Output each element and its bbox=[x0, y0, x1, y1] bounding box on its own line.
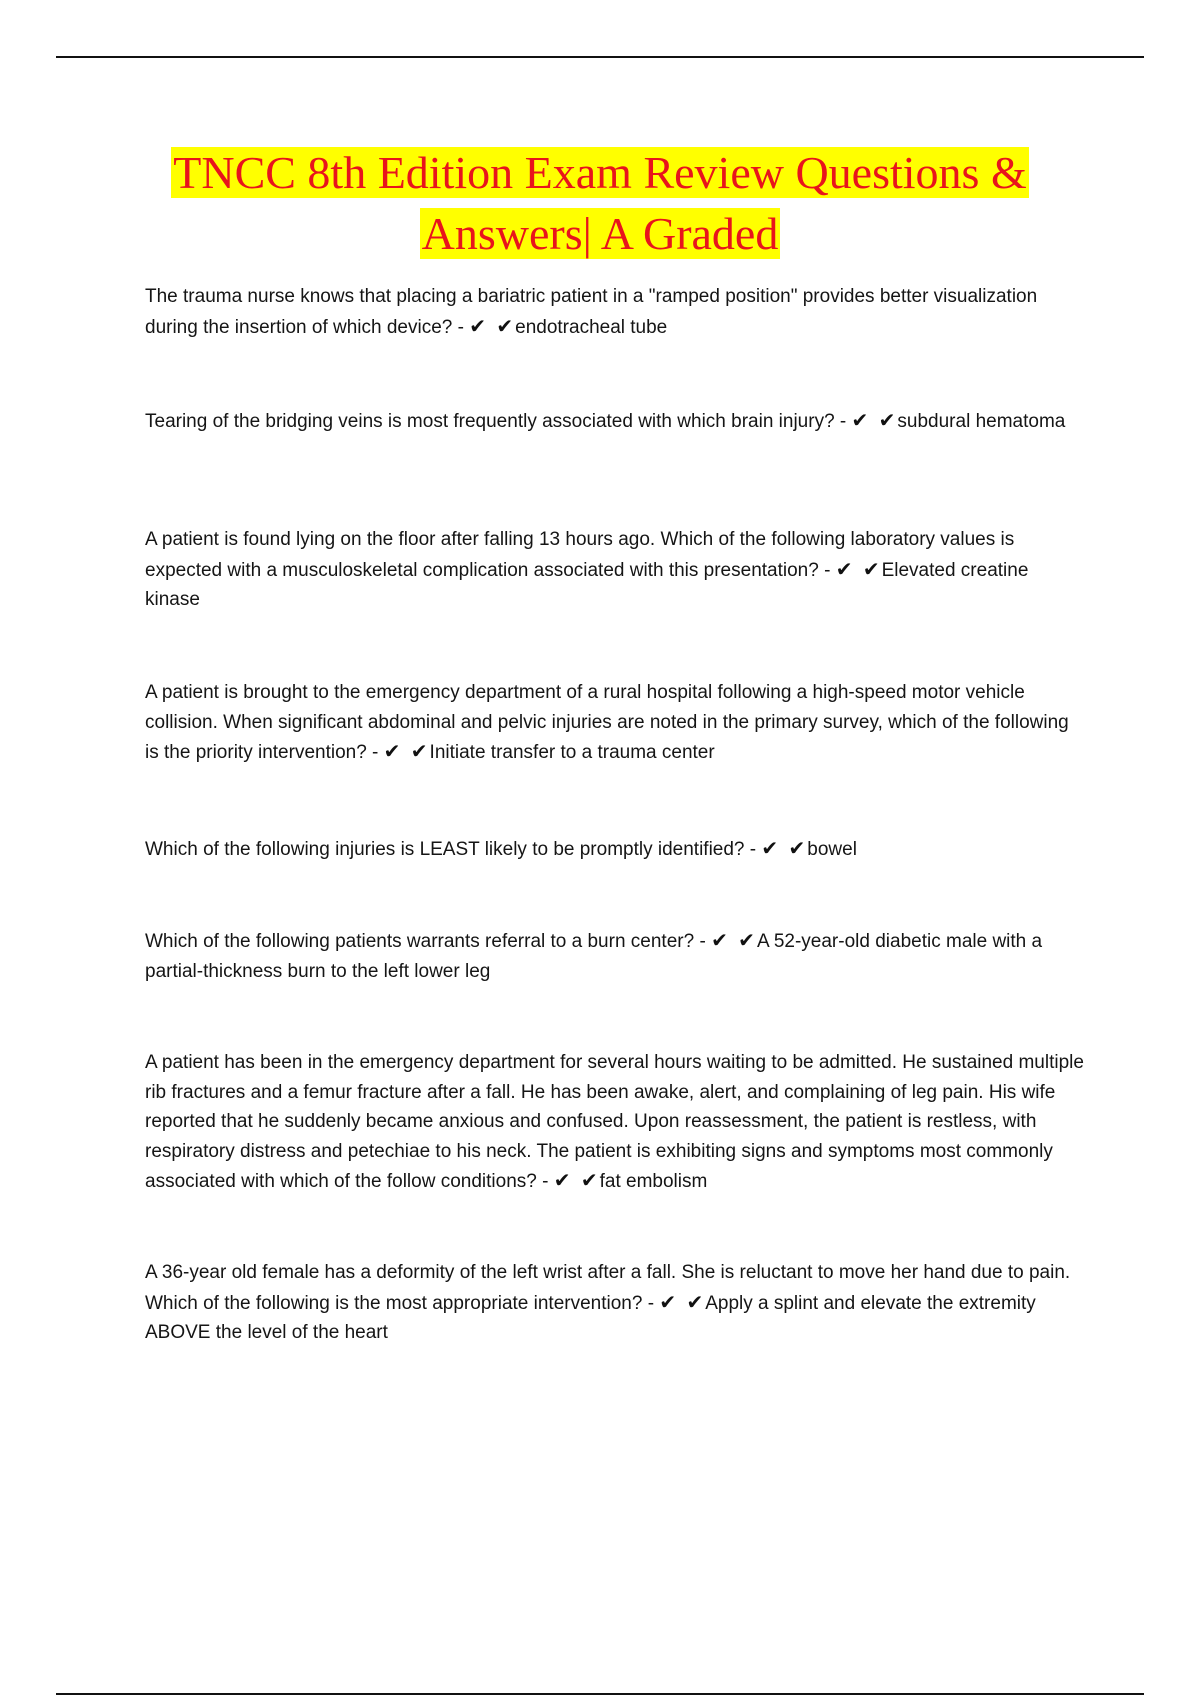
top-rule bbox=[56, 56, 1144, 58]
document-title bbox=[100, 142, 1100, 264]
separator: - bbox=[694, 931, 712, 952]
qa-item bbox=[145, 525, 1085, 615]
answer-text: fat embolism bbox=[599, 1171, 708, 1192]
double-check-icon: ✔ ✔ bbox=[851, 408, 898, 432]
answer-text: Apply a splint and elevate the extremity ABOVE the level of the heart bbox=[145, 1292, 1036, 1343]
question-text: Tearing of the bridging veins is most frequently associated with which brain injury? bbox=[145, 411, 835, 432]
double-check-icon: ✔ ✔ bbox=[835, 556, 882, 581]
double-check-icon: ✔ ✔ bbox=[659, 1289, 706, 1314]
double-check-icon: ✔ ✔ bbox=[383, 739, 430, 763]
qa-item bbox=[145, 282, 1085, 342]
bottom-rule bbox=[56, 1693, 1144, 1695]
double-check-icon: ✔ ✔ bbox=[711, 928, 757, 952]
separator: - bbox=[744, 839, 762, 860]
qa-item bbox=[145, 926, 1085, 986]
separator: - bbox=[536, 1171, 554, 1192]
answer-text: endotracheal tube bbox=[515, 316, 668, 338]
qa-item bbox=[145, 834, 1085, 865]
separator: - bbox=[642, 1292, 660, 1314]
question-text: A patient is brought to the emergency department of a rural hospital following a high-speed motor vehicle collision. When significant abdominal and pelvic injuries are noted in the primary survey, which of the following is the priority intervention? bbox=[145, 682, 1069, 763]
answer-text: bowel bbox=[807, 839, 857, 860]
answer-text: A 52-year-old diabetic male with a partial-thickness burn to the left lower leg bbox=[145, 931, 1043, 982]
qa-item bbox=[145, 1258, 1085, 1348]
answer-text: Elevated creatine kinase bbox=[145, 559, 1029, 610]
answer-text: Initiate transfer to a trauma center bbox=[429, 742, 715, 763]
double-check-icon: ✔ ✔ bbox=[761, 836, 808, 860]
question-text: A patient is found lying on the floor after falling 13 hours ago. Which of the following laboratory values is expected with a musculoskeletal complication associated with this presentation? bbox=[145, 529, 1015, 581]
question-text: A 36-year old female has a deformity of the left wrist after a fall. She is reluctant to move her hand due to pain. Which of the following is the most appropriate intervention? bbox=[145, 1262, 1071, 1314]
separator: - bbox=[366, 742, 384, 763]
title-line-1: TNCC 8th Edition Exam Review Questions & bbox=[173, 147, 1027, 198]
separator: - bbox=[818, 559, 836, 581]
double-check-icon: ✔ ✔ bbox=[553, 1168, 600, 1192]
separator: - bbox=[834, 411, 852, 432]
question-text: Which of the following injuries is LEAST likely to be promptly identified? bbox=[145, 839, 745, 860]
question-text: Which of the following patients warrants referral to a burn center? bbox=[145, 931, 695, 952]
qa-item bbox=[145, 406, 1085, 437]
qa-item bbox=[145, 678, 1085, 768]
question-text: A patient has been in the emergency department for several hours waiting to be admitted. He sustained multiple rib fractures and a femur fracture after a fall. He has been awake, alert, and complaining of leg pain. His wife reported that he suddenly became anxious and confused. Upon reassessment, the patient is restless, with respiratory distress and petechiae to his neck. The patient is exhibiting signs and symptoms most commonly associated with which of the follow conditions? bbox=[145, 1052, 1084, 1192]
qa-item bbox=[145, 1048, 1085, 1197]
double-check-icon: ✔ ✔ bbox=[469, 313, 516, 338]
separator: - bbox=[452, 316, 470, 338]
answer-text: subdural hematoma bbox=[897, 411, 1066, 432]
title-line-2: Answers| A Graded bbox=[421, 208, 779, 259]
question-text: The trauma nurse knows that placing a bariatric patient in a "ramped position" provides better visualization during the insertion of which device? bbox=[145, 286, 1038, 338]
